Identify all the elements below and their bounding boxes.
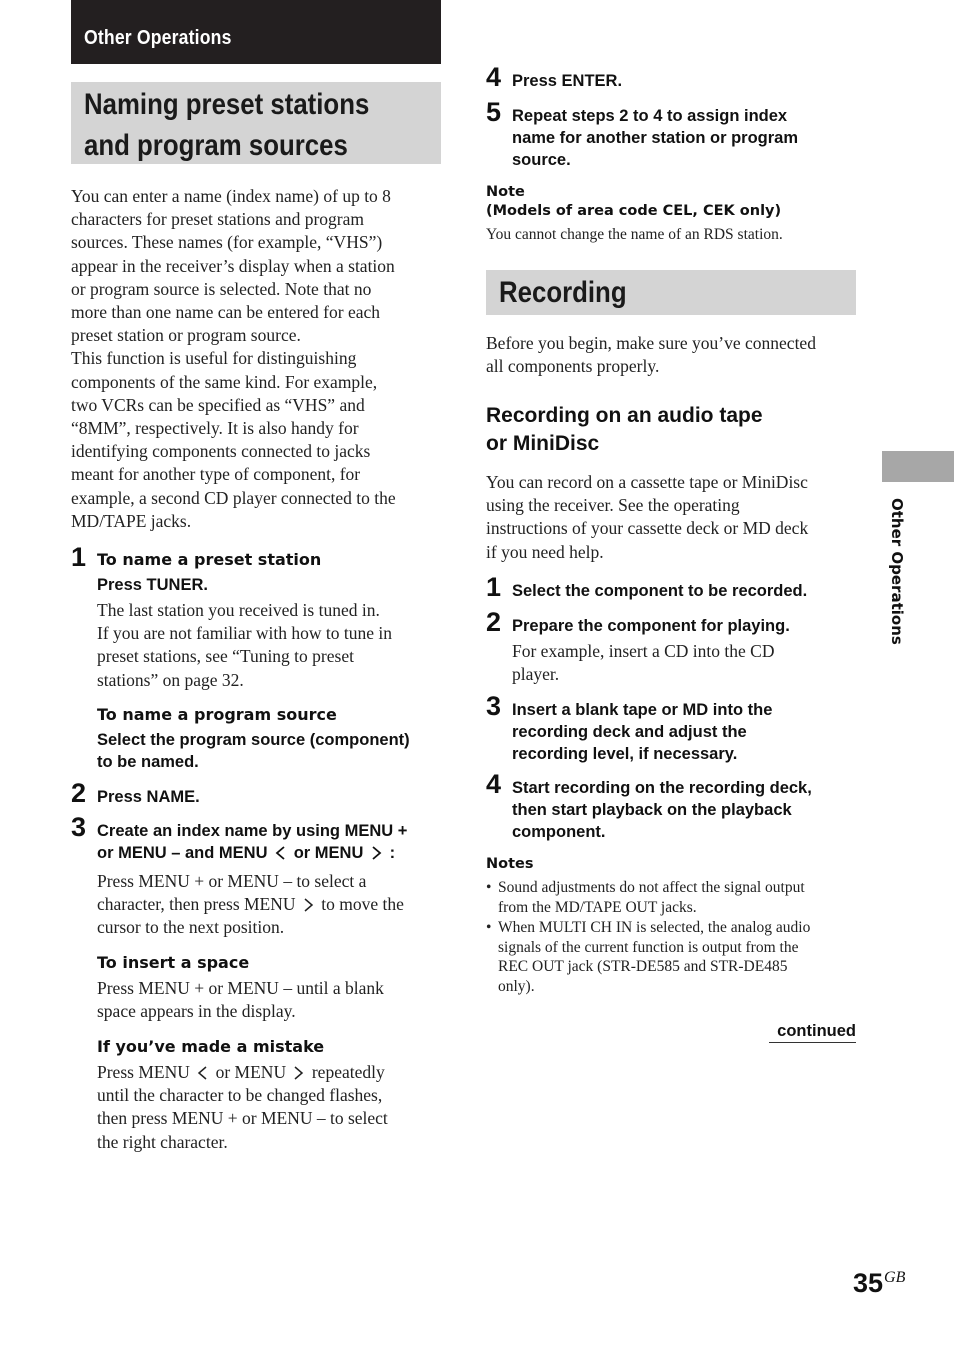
desc-line: preset stations, see “Tuning to preset — [97, 646, 354, 667]
intro-line: or program source is selected. Note that no — [71, 278, 372, 299]
subheading-program-source: To name a program source — [97, 705, 337, 724]
subheading-line: or MiniDisc — [486, 432, 600, 455]
chevron-right-icon — [371, 846, 382, 860]
side-tab-marker — [882, 451, 954, 482]
action-line: Select the program source (component) — [97, 731, 410, 749]
desc-line: Press MENU or MENU repeatedly — [97, 1062, 385, 1082]
desc-line: stations” on page 32. — [97, 669, 244, 690]
continued-label: continued — [769, 1020, 856, 1043]
rec-step2-desc — [512, 640, 862, 686]
rec-step2-text: Prepare the component for playing. — [512, 617, 790, 635]
desc-line: space appears in the display. — [97, 1001, 296, 1022]
step4-text: Press ENTER. — [512, 72, 623, 90]
chevron-left-icon — [197, 1066, 208, 1080]
step-line: source. — [512, 151, 571, 169]
intro-line: two VCRs can be specified as “VHS” and — [71, 394, 365, 415]
step-number-1: 1 — [71, 542, 87, 572]
chevron-right-icon — [293, 1066, 304, 1080]
naming-title — [84, 84, 369, 166]
naming-title-line1: Naming preset stations — [84, 88, 370, 121]
desc-line: For example, insert a CD into the CD — [512, 641, 775, 661]
intro-line: MD/TAPE jacks. — [71, 510, 192, 531]
intro-line: Before you begin, make sure you’ve connected — [486, 333, 816, 353]
step-line: recording deck and adjust the — [512, 723, 747, 741]
intro-line: This function is useful for distinguishing — [71, 348, 357, 369]
step5-text — [512, 105, 862, 171]
intro-line: if you need help. — [486, 541, 604, 562]
intro-line: identifying components connected to jacks — [71, 441, 371, 462]
desc-line: Press MENU + or MENU – to select a — [97, 871, 367, 891]
desc-line: the right character. — [97, 1131, 228, 1152]
intro-line: instructions of your cassette deck or MD deck — [486, 518, 809, 539]
intro-line: more than one name can be entered for each — [71, 302, 381, 323]
rec-step3-text — [512, 699, 862, 765]
step1-desc-preset — [97, 599, 447, 692]
recording-subheading — [486, 402, 763, 458]
desc-line: then press MENU + or MENU – to select — [97, 1108, 388, 1129]
step-number-2: 2 — [71, 778, 87, 808]
step3-line2: or MENU – and MENU or MENU : — [97, 844, 396, 862]
desc-line: until the character to be changed flashes, — [97, 1085, 383, 1106]
step1-action-source — [97, 729, 410, 773]
recording-sub-intro — [486, 471, 861, 564]
naming-title-box — [71, 82, 441, 164]
intro-line: using the receiver. See the operating — [486, 495, 740, 516]
step3-desc — [97, 870, 447, 940]
chevron-right-icon — [303, 898, 314, 912]
intro-line: meant for another type of component, for — [71, 464, 361, 485]
step-line: then start playback on the playback — [512, 801, 792, 819]
rec-step-number-1: 1 — [486, 572, 502, 602]
recording-title-box — [486, 270, 856, 315]
section-header-label: Other Operations — [84, 27, 232, 49]
note-qualifier: (Models of area code CEL, CEK only) — [486, 203, 782, 219]
intro-line: characters for preset stations and program — [71, 209, 365, 230]
step-line: component. — [512, 823, 606, 841]
section-header-band — [71, 0, 441, 64]
step-number-5: 5 — [486, 97, 502, 127]
action-line: to be named. — [97, 753, 199, 771]
step2-text: Press NAME. — [97, 788, 200, 806]
side-tab — [886, 498, 908, 673]
recording-intro — [486, 332, 861, 378]
page-number: 35GB — [853, 1268, 906, 1298]
step3-text — [97, 820, 447, 864]
insert-space-desc — [97, 977, 447, 1023]
side-tab-label: Other Operations — [888, 498, 906, 645]
intro-line: sources. These names (for example, “VHS”) — [71, 232, 383, 253]
desc-line: character, then press MENU to move the — [97, 894, 404, 915]
intro-line: example, a second CD player connected to the — [71, 487, 396, 508]
note-item: • Sound adjustments do not affect the signal output from the MD/TAPE OUT jacks. — [486, 878, 856, 917]
step-line: Insert a blank tape or MD into the — [512, 701, 773, 719]
step-line: Repeat steps 2 to 4 to assign index — [512, 107, 788, 125]
rec-step1-text: Select the component to be recorded. — [512, 582, 808, 600]
subheading-mistake: If you’ve made a mistake — [97, 1037, 325, 1056]
intro-line: You can record on a cassette tape or MiniDisc — [486, 472, 808, 492]
step-line: recording level, if necessary. — [512, 745, 738, 763]
step3-line1: Create an index name by using MENU + — [97, 822, 408, 840]
subheading-insert-space: To insert a space — [97, 953, 250, 972]
rec-step-number-2: 2 — [486, 607, 502, 637]
rec-step-number-4: 4 — [486, 769, 502, 799]
rec-step-number-3: 3 — [486, 691, 502, 721]
naming-title-line2: and program sources — [84, 129, 348, 162]
step-line: Start recording on the recording deck, — [512, 779, 812, 797]
subheading-preset-station: To name a preset station — [97, 550, 322, 569]
desc-line: cursor to the next position. — [97, 917, 285, 938]
recording-title: Recording — [499, 276, 627, 309]
note-text: You cannot change the name of an RDS station. — [486, 226, 783, 243]
subheading-line: Recording on an audio tape — [486, 404, 763, 427]
naming-intro — [71, 185, 446, 533]
chevron-left-icon — [275, 846, 286, 860]
intro-line: appear in the receiver’s display when a station — [71, 255, 395, 276]
step-line: name for another station or program — [512, 129, 799, 147]
intro-line: You can enter a name (index name) of up to 8 — [71, 186, 391, 206]
intro-line: all components properly. — [486, 356, 660, 377]
intro-line: components of the same kind. For example, — [71, 371, 378, 392]
notes-heading: Notes — [486, 856, 534, 872]
notes-list — [486, 878, 856, 996]
mistake-desc — [97, 1061, 447, 1154]
step-number-3: 3 — [71, 812, 87, 842]
note-heading: Note — [486, 184, 525, 200]
intro-line: preset station or program source. — [71, 325, 301, 346]
rec-step4-text — [512, 777, 862, 843]
intro-line: “8MM”, respectively. It is also handy for — [71, 418, 359, 439]
desc-line: The last station you received is tuned in. — [97, 600, 380, 620]
step1-action-preset: Press TUNER. — [97, 576, 208, 594]
note-item: • When MULTI CH IN is selected, the analog audio signals of the current function is output from the REC OUT jack (STR-DE585 and STR-DE485 only). — [486, 918, 856, 996]
desc-line: If you are not familiar with how to tune in — [97, 623, 392, 644]
desc-line: player. — [512, 664, 560, 685]
step-number-4: 4 — [486, 62, 502, 92]
desc-line: Press MENU + or MENU – until a blank — [97, 978, 384, 998]
